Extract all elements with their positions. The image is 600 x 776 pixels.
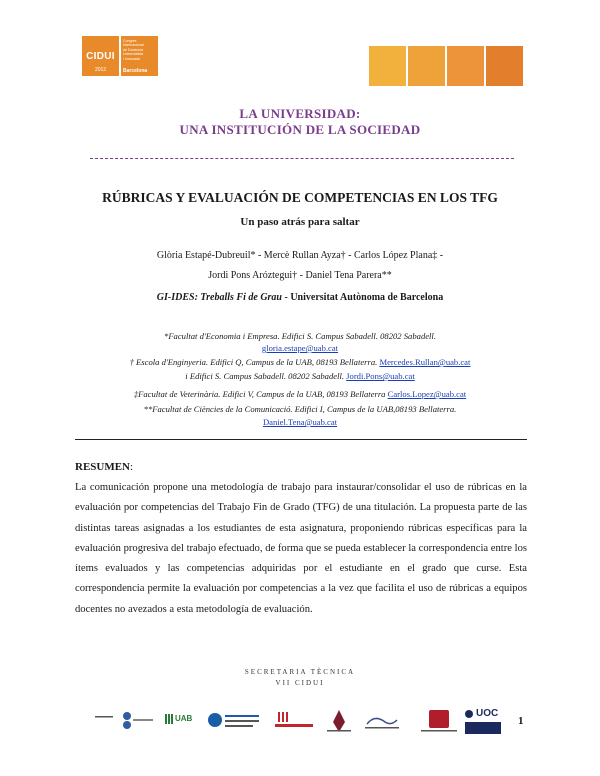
sponsor-upf-logo <box>275 712 313 727</box>
footer-cidui: VII CIDUI <box>275 679 325 687</box>
email-link-carlos[interactable]: Carlos.Lopez@uab.cat <box>387 389 467 399</box>
sponsor-uab-logo <box>165 714 173 724</box>
authors-line-2: Jordi Pons Aróztegui† - Daniel Tena Parera** <box>208 270 392 281</box>
dashed-divider <box>90 158 514 159</box>
decor-block-1 <box>369 46 406 86</box>
affiliation-1: *Facultat d'Economia i Empresa. Edifici S. Campus Sabadell. 08202 Sabadell. <box>164 331 436 341</box>
resumen-heading: RESUMEN: <box>75 461 134 473</box>
email-link-mercedes[interactable]: Mercedes.Rullan@uab.cat <box>379 357 471 367</box>
email-link-daniel[interactable]: Daniel.Tena@uab.cat <box>262 417 338 427</box>
affiliation-4: ‡Facultat de Veterinària. Edifici V, Campus de la UAB, 08193 Bellaterra Carlos.Lopez@uab.cat <box>133 389 467 399</box>
logo-city: Barcelona <box>123 67 148 74</box>
sponsor-udl-logo <box>327 710 351 732</box>
affiliation-2: † Escola d'Enginyeria. Edifici Q, Campus de la UAB, 08193 Bellaterra. Mercedes.Rullan@uab.cat <box>129 357 471 367</box>
paper-title: RÚBRICAS Y EVALUACIÓN DE COMPETENCIAS EN LOS TFG <box>102 190 498 205</box>
conference-theme-line2: UNA INSTITUCIÓN DE LA SOCIEDAD <box>179 122 421 137</box>
sponsor-urv-logo <box>421 710 457 732</box>
research-group <box>0 292 600 303</box>
sponsor-upc-logo <box>208 713 259 727</box>
decor-block-2 <box>408 46 445 86</box>
sponsor-generalitat-logo <box>95 712 153 729</box>
solid-divider <box>75 439 527 440</box>
decor-block-3 <box>447 46 484 86</box>
sponsor-logos <box>85 706 510 736</box>
affiliation-1-email-row <box>0 343 600 353</box>
affiliation-5-email-row <box>0 417 600 427</box>
group-university: - Universitat Autònoma de Barcelona <box>282 292 444 303</box>
conference-theme-line1: LA UNIVERSIDAD: <box>239 106 361 121</box>
affiliation-5: **Facultat de Ciències de la Comunicació. Edifici I, Campus de la UAB,08193 Bellaterra. <box>143 404 457 414</box>
page-number: 1 <box>518 715 524 727</box>
affiliation-3: i Edifici S. Campus Sabadell. 08202 Sabadell. Jordi.Pons@uab.cat <box>185 371 415 381</box>
authors-line-1: Glòria Estapé-Dubreuil* - Mercè Rullan Ayza† - Carlos López Plana‡ - <box>156 250 444 261</box>
sponsor-udg-logo <box>365 718 399 728</box>
group-name: GI-IDES: Treballs Fi de Grau <box>156 292 282 303</box>
abstract-body: La comunicación propone una metodología de trabajo para instaurar/consolidar el uso de rúbricas en la evaluación por competencias del Trabajo Fin de Grado (TFG) de una titulación. La propuesta parte de las distintas tareas asignadas a los estudiantes de esta asignatura, proponiendo rúbricas específicas para la evaluación progresiva del trabajo efectuado, de forma que se pueda establecer la correspondencia entre los ítems evaluados y las competencias adquiridas por el estudiante en el grado que curse. Esta correspondencia permite la evaluación por competencias a la vez que facilita el uso de rúbricas a equipos docentes no avezados a esta metodología de evaluación. <box>75 482 527 615</box>
logo-year: 2012 <box>94 67 107 73</box>
email-link-jordi[interactable]: Jordi.Pons@uab.cat <box>346 371 415 381</box>
footer-secretaria: SECRETARIA TÈCNICA <box>244 668 356 676</box>
paper-subtitle: Un paso atrás para saltar <box>240 216 360 228</box>
decor-block-4 <box>486 46 523 86</box>
sponsor-uab-label: UAB <box>175 714 193 723</box>
email-link-gloria[interactable]: gloria.estape@uab.cat <box>261 343 339 353</box>
logo-subtitle: Congrés Internacional de Docència Universitària i Innovació Barcelona <box>121 36 158 76</box>
cidui-logo <box>82 36 119 76</box>
logo-text: CIDUI <box>86 50 115 62</box>
sponsor-uoc-label: UOC <box>476 708 499 719</box>
